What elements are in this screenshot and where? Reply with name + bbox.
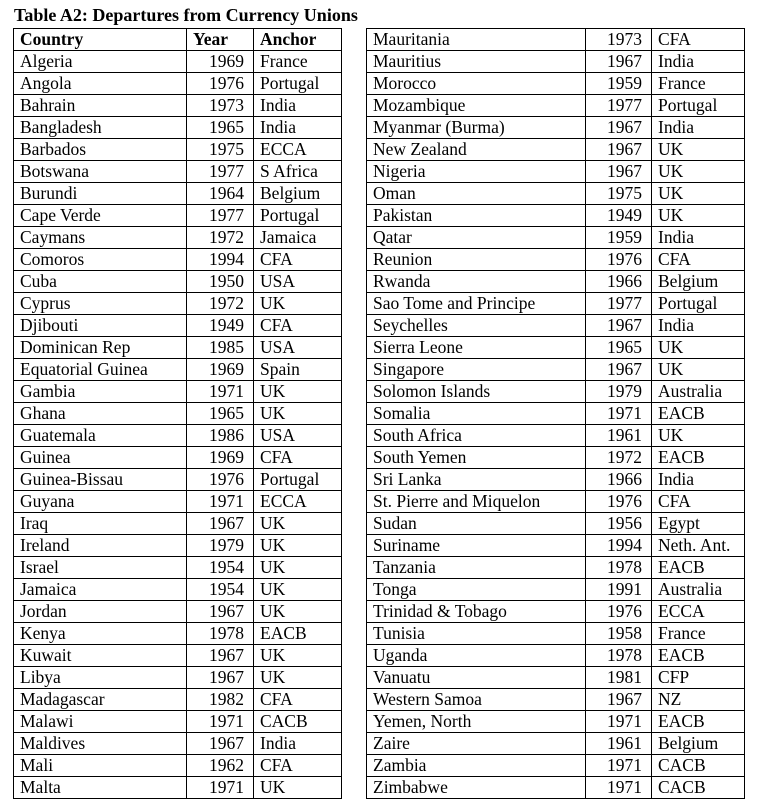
anchor-cell: Portugal: [254, 73, 342, 95]
anchor-cell: CFA: [652, 491, 745, 513]
anchor-cell: CFA: [652, 29, 745, 51]
anchor-cell: Belgium: [652, 271, 745, 293]
country-cell: Mauritania: [367, 29, 586, 51]
anchor-cell: CFA: [254, 315, 342, 337]
anchor-cell: USA: [254, 271, 342, 293]
anchor-cell: UK: [254, 513, 342, 535]
country-cell: New Zealand: [367, 139, 586, 161]
country-cell: Kuwait: [14, 645, 187, 667]
country-cell: Kenya: [14, 623, 187, 645]
table-row: [14, 601, 342, 623]
table-row: [367, 667, 745, 689]
table-row: [367, 315, 745, 337]
table-row: [367, 29, 745, 51]
country-cell: Burundi: [14, 183, 187, 205]
year-cell: 1972: [187, 293, 254, 315]
anchor-cell: EACB: [652, 403, 745, 425]
year-cell: 1954: [187, 557, 254, 579]
country-cell: Mozambique: [367, 95, 586, 117]
table-row: [14, 403, 342, 425]
year-cell: 1975: [187, 139, 254, 161]
year-cell: 1967: [187, 733, 254, 755]
year-cell: 1961: [586, 733, 652, 755]
anchor-cell: CFA: [254, 755, 342, 777]
year-cell: 1969: [187, 447, 254, 469]
anchor-cell: UK: [254, 667, 342, 689]
anchor-cell: UK: [652, 161, 745, 183]
table-row: [14, 95, 342, 117]
table-row: [367, 293, 745, 315]
year-cell: 1965: [586, 337, 652, 359]
table-row: [367, 777, 745, 799]
country-cell: Mali: [14, 755, 187, 777]
anchor-cell: CFP: [652, 667, 745, 689]
country-cell: Barbados: [14, 139, 187, 161]
year-cell: 1971: [586, 711, 652, 733]
country-cell: Sao Tome and Principe: [367, 293, 586, 315]
anchor-cell: CFA: [652, 249, 745, 271]
year-cell: 1969: [187, 51, 254, 73]
country-cell: Sudan: [367, 513, 586, 535]
country-cell: Maldives: [14, 733, 187, 755]
table-row: [14, 249, 342, 271]
country-cell: Botswana: [14, 161, 187, 183]
anchor-cell: Belgium: [254, 183, 342, 205]
table-row: [367, 579, 745, 601]
year-cell: 1972: [187, 227, 254, 249]
left-table-body: [14, 51, 342, 799]
year-cell: 1967: [187, 667, 254, 689]
table-row: [367, 271, 745, 293]
year-cell: 1971: [586, 755, 652, 777]
table-row: [367, 733, 745, 755]
country-cell: Oman: [367, 183, 586, 205]
table-row: [14, 183, 342, 205]
year-cell: 1956: [586, 513, 652, 535]
year-cell: 1967: [586, 51, 652, 73]
anchor-cell: Australia: [652, 579, 745, 601]
country-cell: Bahrain: [14, 95, 187, 117]
year-cell: 1981: [586, 667, 652, 689]
anchor-cell: UK: [254, 601, 342, 623]
anchor-cell: Egypt: [652, 513, 745, 535]
anchor-cell: India: [254, 117, 342, 139]
country-cell: Tunisia: [367, 623, 586, 645]
year-cell: 1982: [187, 689, 254, 711]
anchor-cell: India: [652, 117, 745, 139]
country-cell: South Yemen: [367, 447, 586, 469]
table-row: [367, 381, 745, 403]
anchor-cell: Portugal: [652, 95, 745, 117]
anchor-cell: EACB: [652, 711, 745, 733]
year-cell: 1967: [586, 689, 652, 711]
anchor-cell: EACB: [652, 557, 745, 579]
anchor-cell: UK: [254, 777, 342, 799]
table-row: [367, 557, 745, 579]
table-row: [367, 117, 745, 139]
table-row: [367, 227, 745, 249]
year-cell: 1979: [586, 381, 652, 403]
table-row: [14, 293, 342, 315]
country-cell: Western Samoa: [367, 689, 586, 711]
country-cell: Sierra Leone: [367, 337, 586, 359]
country-cell: Cuba: [14, 271, 187, 293]
table-row: [14, 337, 342, 359]
year-cell: 1994: [187, 249, 254, 271]
table-row: [367, 447, 745, 469]
country-cell: Yemen, North: [367, 711, 586, 733]
anchor-cell: S Africa: [254, 161, 342, 183]
table-row: [367, 711, 745, 733]
country-cell: Israel: [14, 557, 187, 579]
anchor-cell: EACB: [652, 447, 745, 469]
anchor-cell: India: [652, 315, 745, 337]
table-row: [14, 645, 342, 667]
country-cell: Madagascar: [14, 689, 187, 711]
year-cell: 1967: [586, 359, 652, 381]
table-row: [367, 337, 745, 359]
year-cell: 1976: [187, 73, 254, 95]
year-cell: 1959: [586, 73, 652, 95]
anchor-cell: India: [652, 227, 745, 249]
anchor-cell: France: [652, 623, 745, 645]
country-cell: Guinea-Bissau: [14, 469, 187, 491]
year-cell: 1958: [586, 623, 652, 645]
year-cell: 1977: [586, 293, 652, 315]
country-cell: Tonga: [367, 579, 586, 601]
year-cell: 1991: [586, 579, 652, 601]
country-cell: Iraq: [14, 513, 187, 535]
year-cell: 1973: [586, 29, 652, 51]
country-cell: Rwanda: [367, 271, 586, 293]
anchor-cell: UK: [254, 557, 342, 579]
header-row: [14, 29, 342, 51]
year-cell: 1954: [187, 579, 254, 601]
anchor-cell: UK: [652, 205, 745, 227]
table-row: [367, 535, 745, 557]
anchor-cell: UK: [652, 359, 745, 381]
table-row: [14, 777, 342, 799]
anchor-cell: CACB: [652, 777, 745, 799]
country-cell: Somalia: [367, 403, 586, 425]
anchor-cell: Portugal: [254, 205, 342, 227]
anchor-cell: Spain: [254, 359, 342, 381]
anchor-cell: UK: [652, 425, 745, 447]
country-cell: Nigeria: [367, 161, 586, 183]
anchor-cell: UK: [254, 403, 342, 425]
table-row: [14, 161, 342, 183]
anchor-cell: Jamaica: [254, 227, 342, 249]
table-row: [14, 381, 342, 403]
country-cell: Libya: [14, 667, 187, 689]
table-row: [14, 139, 342, 161]
table-row: [367, 689, 745, 711]
table-row: [367, 183, 745, 205]
table-row: [14, 73, 342, 95]
header-anchor: Anchor: [254, 29, 342, 51]
table-row: [367, 645, 745, 667]
table-row: [367, 403, 745, 425]
country-cell: Reunion: [367, 249, 586, 271]
anchor-cell: UK: [254, 645, 342, 667]
anchor-cell: UK: [254, 293, 342, 315]
anchor-cell: Australia: [652, 381, 745, 403]
header-country: Country: [14, 29, 187, 51]
country-cell: Morocco: [367, 73, 586, 95]
anchor-cell: France: [652, 73, 745, 95]
country-cell: Suriname: [367, 535, 586, 557]
anchor-cell: USA: [254, 425, 342, 447]
anchor-cell: CFA: [254, 447, 342, 469]
country-cell: Mauritius: [367, 51, 586, 73]
table-row: [367, 491, 745, 513]
country-cell: Myanmar (Burma): [367, 117, 586, 139]
table-row: [367, 623, 745, 645]
country-cell: Singapore: [367, 359, 586, 381]
table-row: [367, 73, 745, 95]
country-cell: St. Pierre and Miquelon: [367, 491, 586, 513]
country-cell: Vanuatu: [367, 667, 586, 689]
country-cell: Tanzania: [367, 557, 586, 579]
anchor-cell: CACB: [652, 755, 745, 777]
country-cell: Trinidad & Tobago: [367, 601, 586, 623]
year-cell: 1979: [187, 535, 254, 557]
year-cell: 1959: [586, 227, 652, 249]
table-row: [367, 359, 745, 381]
year-cell: 1994: [586, 535, 652, 557]
anchor-cell: ECCA: [652, 601, 745, 623]
year-cell: 1967: [187, 645, 254, 667]
country-cell: Sri Lanka: [367, 469, 586, 491]
anchor-cell: Belgium: [652, 733, 745, 755]
anchor-cell: Portugal: [254, 469, 342, 491]
year-cell: 1971: [187, 711, 254, 733]
table-row: [14, 579, 342, 601]
header-year: Year: [187, 29, 254, 51]
year-cell: 1961: [586, 425, 652, 447]
year-cell: 1962: [187, 755, 254, 777]
year-cell: 1966: [586, 271, 652, 293]
country-cell: Ireland: [14, 535, 187, 557]
table-title: Table A2: Departures from Currency Unions: [14, 5, 358, 25]
country-cell: Equatorial Guinea: [14, 359, 187, 381]
anchor-cell: ECCA: [254, 491, 342, 513]
table-row: [14, 205, 342, 227]
departures-table-left: [13, 28, 342, 799]
year-cell: 1949: [586, 205, 652, 227]
table-row: [14, 117, 342, 139]
table-row: [14, 425, 342, 447]
anchor-cell: Portugal: [652, 293, 745, 315]
year-cell: 1971: [187, 381, 254, 403]
country-cell: Uganda: [367, 645, 586, 667]
table-row: [14, 447, 342, 469]
year-cell: 1967: [187, 513, 254, 535]
year-cell: 1966: [586, 469, 652, 491]
country-cell: Dominican Rep: [14, 337, 187, 359]
table-row: [367, 601, 745, 623]
anchor-cell: UK: [254, 579, 342, 601]
table-row: [14, 667, 342, 689]
anchor-cell: UK: [652, 139, 745, 161]
country-cell: Guinea: [14, 447, 187, 469]
table-row: [14, 271, 342, 293]
departures-table-right: [366, 28, 745, 799]
year-cell: 1973: [187, 95, 254, 117]
country-cell: Guatemala: [14, 425, 187, 447]
country-cell: Jamaica: [14, 579, 187, 601]
anchor-cell: India: [652, 469, 745, 491]
table-row: [367, 205, 745, 227]
table-row: [14, 711, 342, 733]
year-cell: 1969: [187, 359, 254, 381]
table-row: [14, 513, 342, 535]
country-cell: Pakistan: [367, 205, 586, 227]
year-cell: 1986: [187, 425, 254, 447]
anchor-cell: France: [254, 51, 342, 73]
country-cell: Cape Verde: [14, 205, 187, 227]
year-cell: 1976: [187, 469, 254, 491]
country-cell: Bangladesh: [14, 117, 187, 139]
year-cell: 1971: [187, 777, 254, 799]
year-cell: 1976: [586, 601, 652, 623]
anchor-cell: India: [254, 95, 342, 117]
table-row: [14, 623, 342, 645]
year-cell: 1965: [187, 117, 254, 139]
right-table-body: [367, 29, 745, 799]
country-cell: Gambia: [14, 381, 187, 403]
year-cell: 1977: [187, 205, 254, 227]
year-cell: 1971: [586, 777, 652, 799]
table-row: [367, 469, 745, 491]
country-cell: Zaire: [367, 733, 586, 755]
year-cell: 1976: [586, 491, 652, 513]
anchor-cell: UK: [254, 535, 342, 557]
anchor-cell: CFA: [254, 249, 342, 271]
anchor-cell: India: [652, 51, 745, 73]
table-row: [367, 161, 745, 183]
country-cell: Solomon Islands: [367, 381, 586, 403]
year-cell: 1972: [586, 447, 652, 469]
anchor-cell: USA: [254, 337, 342, 359]
year-cell: 1967: [187, 601, 254, 623]
table-row: [14, 51, 342, 73]
year-cell: 1971: [586, 403, 652, 425]
anchor-cell: EACB: [254, 623, 342, 645]
year-cell: 1967: [586, 315, 652, 337]
table-row: [14, 359, 342, 381]
year-cell: 1967: [586, 139, 652, 161]
country-cell: Malta: [14, 777, 187, 799]
year-cell: 1977: [187, 161, 254, 183]
country-cell: Comoros: [14, 249, 187, 271]
year-cell: 1965: [187, 403, 254, 425]
anchor-cell: CFA: [254, 689, 342, 711]
table-row: [367, 139, 745, 161]
table-row: [14, 469, 342, 491]
anchor-cell: India: [254, 733, 342, 755]
country-cell: Ghana: [14, 403, 187, 425]
year-cell: 1978: [586, 557, 652, 579]
country-cell: Malawi: [14, 711, 187, 733]
year-cell: 1967: [586, 117, 652, 139]
year-cell: 1971: [187, 491, 254, 513]
table-row: [14, 733, 342, 755]
anchor-cell: Neth. Ant.: [652, 535, 745, 557]
table-row: [14, 315, 342, 337]
country-cell: Qatar: [367, 227, 586, 249]
year-cell: 1967: [586, 161, 652, 183]
year-cell: 1975: [586, 183, 652, 205]
anchor-cell: UK: [652, 183, 745, 205]
table-row: [14, 535, 342, 557]
year-cell: 1978: [586, 645, 652, 667]
year-cell: 1964: [187, 183, 254, 205]
country-cell: Guyana: [14, 491, 187, 513]
year-cell: 1949: [187, 315, 254, 337]
table-row: [367, 51, 745, 73]
country-cell: Zimbabwe: [367, 777, 586, 799]
country-cell: Algeria: [14, 51, 187, 73]
anchor-cell: ECCA: [254, 139, 342, 161]
table-row: [14, 557, 342, 579]
anchor-cell: UK: [652, 337, 745, 359]
country-cell: South Africa: [367, 425, 586, 447]
year-cell: 1978: [187, 623, 254, 645]
anchor-cell: EACB: [652, 645, 745, 667]
anchor-cell: NZ: [652, 689, 745, 711]
country-cell: Seychelles: [367, 315, 586, 337]
table-row: [367, 249, 745, 271]
anchor-cell: CACB: [254, 711, 342, 733]
country-cell: Cyprus: [14, 293, 187, 315]
table-row: [14, 227, 342, 249]
table-row: [367, 425, 745, 447]
country-cell: Caymans: [14, 227, 187, 249]
table-row: [14, 755, 342, 777]
country-cell: Zambia: [367, 755, 586, 777]
table-row: [14, 689, 342, 711]
table-row: [14, 491, 342, 513]
country-cell: Angola: [14, 73, 187, 95]
country-cell: Djibouti: [14, 315, 187, 337]
anchor-cell: UK: [254, 381, 342, 403]
country-cell: Jordan: [14, 601, 187, 623]
year-cell: 1977: [586, 95, 652, 117]
table-row: [367, 95, 745, 117]
year-cell: 1950: [187, 271, 254, 293]
year-cell: 1976: [586, 249, 652, 271]
table-row: [367, 755, 745, 777]
year-cell: 1985: [187, 337, 254, 359]
table-row: [367, 513, 745, 535]
